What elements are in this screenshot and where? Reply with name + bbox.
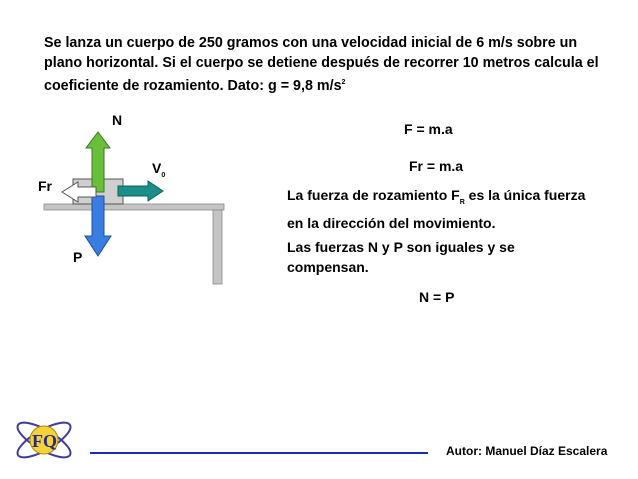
label-velocity: $V_0$: [152, 160, 166, 179]
velocity-arrow: [118, 181, 163, 201]
label-friction: Fr: [38, 178, 52, 194]
equation-newton: F = m.a: [404, 121, 453, 137]
fq-logo-icon: [10, 408, 82, 472]
equation-n-equals-p: N = P: [419, 289, 455, 305]
explanation-friction: La fuerza de rozamiento $F_R$ es la única fuerza en la dirección del movimiento.: [287, 187, 586, 231]
label-velocity-subscript: 0: [161, 171, 166, 179]
author-credit: Autor: Manuel Díaz Escalera: [446, 444, 608, 458]
equation-friction: Fr = m.a: [409, 158, 464, 174]
table-leg: [213, 210, 222, 284]
table-top: [44, 204, 224, 210]
problem-superscript: 2: [341, 79, 346, 86]
explanation-forces: Las fuerzas N y P son iguales y se compensan.: [287, 239, 515, 275]
problem-text: Se lanza un cuerpo de 250 gramos con una velocidad inicial de 6 m/s sobre un plano horizontal. Si el cuerpo se detiene después de recorrer 10 metros calcula el coeficiente de rozamiento. Dato: g = 9,8 m/s: [44, 35, 599, 94]
label-normal: N: [112, 112, 123, 128]
footer-divider: [90, 452, 428, 454]
explanation-friction-subscript: R: [459, 198, 465, 206]
label-weight: P: [73, 249, 83, 265]
logo-text: FQ: [32, 431, 57, 451]
